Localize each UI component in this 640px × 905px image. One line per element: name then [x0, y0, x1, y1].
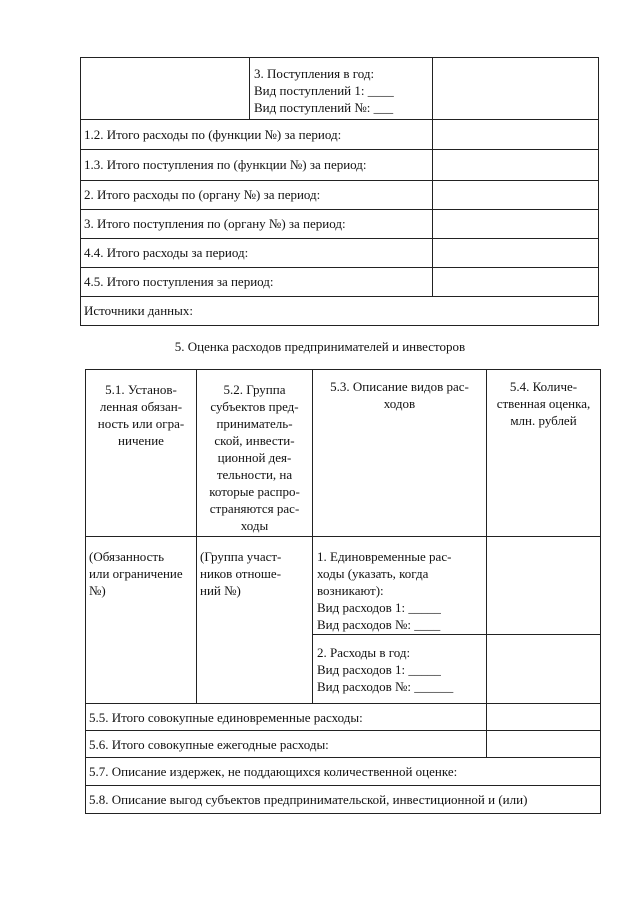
table-1-col-line	[249, 57, 250, 120]
table-2-row-line	[85, 785, 601, 786]
table-1-row-line	[80, 180, 599, 181]
header-5-3-line: 5.3. Описание видов рас-	[330, 379, 469, 394]
total-expenses-function: 1.2. Итого расходы по (функции №) за период:	[84, 127, 342, 142]
total-expenses-period: 4.4. Итого расходы за период:	[84, 245, 249, 260]
total-receipts-authority: 3. Итого поступления по (органу №) за период:	[84, 216, 346, 231]
table-2-row-line	[85, 703, 601, 704]
header-5-2-line: приниматель-	[216, 416, 293, 431]
total-expenses-authority: 2. Итого расходы по (органу №) за период:	[84, 187, 321, 202]
header-5-4-line: млн. рублей	[510, 413, 577, 428]
table-2-col-line	[312, 369, 313, 704]
obligation-cell-line: (Обязанность	[89, 549, 165, 564]
header-5-2-line: страняются рас-	[209, 501, 300, 516]
obligation-cell-line: или ограничение	[89, 566, 183, 581]
header-5-1-line: ленная обязан-	[99, 399, 183, 414]
table-2-row-line	[85, 730, 601, 731]
header-5-2-line: тельности, на	[216, 467, 293, 482]
table-2-border-right	[600, 369, 601, 814]
receipts-type-n: Вид поступлений №: ___	[254, 100, 394, 115]
table-1-border-right	[598, 57, 599, 326]
obligation-cell-line: №)	[89, 583, 106, 598]
table-1-row-line	[80, 296, 599, 297]
header-5-2-line: 5.2. Группа	[223, 382, 286, 397]
non-quantifiable-costs: 5.7. Описание издержек, не поддающихся количественной оценке:	[89, 764, 458, 779]
header-5-2-line: ходы	[240, 518, 269, 533]
header-5-1-line: ничение	[118, 433, 164, 448]
table-1-row-line	[80, 149, 599, 150]
table-2-subrow-line	[312, 634, 601, 635]
total-receipts-function: 1.3. Итого поступления по (функции №) за период:	[84, 157, 367, 172]
table-1-row-line	[80, 119, 599, 120]
one-time-expenses-line: Вид расходов №: ____	[317, 617, 441, 632]
table-1-border-bottom	[80, 325, 599, 326]
annual-expenses-line: 2. Расходы в год:	[317, 645, 411, 660]
header-5-2-line: ской, инвести-	[214, 433, 295, 448]
table-2-row-line	[85, 536, 601, 537]
table-1-border-left	[80, 57, 81, 326]
table-1-row-line	[80, 238, 599, 239]
benefits-description: 5.8. Описание выгод субъектов предпринимательской, инвестиционной и (или)	[89, 792, 528, 807]
section-5-title: 5. Оценка расходов предпринимателей и инвесторов	[174, 339, 466, 354]
header-5-2-line: которые распро-	[209, 484, 300, 499]
header-5-1-line: 5.1. Установ-	[105, 382, 177, 397]
annual-expenses-line: Вид расходов №: ______	[317, 679, 454, 694]
table-1-col-line	[432, 57, 433, 297]
table-1-border-top	[80, 57, 599, 58]
header-5-1-line: ность или огра-	[97, 416, 185, 431]
annual-expenses-line: Вид расходов 1: _____	[317, 662, 441, 677]
table-1-row-line	[80, 267, 599, 268]
header-5-3-line: ходов	[383, 396, 416, 411]
header-5-4-line: 5.4. Количе-	[509, 379, 578, 394]
one-time-expenses-line: 1. Единовременные рас-	[317, 549, 452, 564]
header-5-2-line: ционной дея-	[217, 450, 292, 465]
one-time-expenses-line: возникают):	[317, 583, 384, 598]
one-time-expenses-line: ходы (указать, когда	[317, 566, 429, 581]
group-cell-line: ников отноше-	[200, 566, 282, 581]
one-time-expenses-line: Вид расходов 1: _____	[317, 600, 441, 615]
group-cell-line: (Группа участ-	[200, 549, 282, 564]
table-2-border-bottom	[85, 813, 601, 814]
table-1-row-line	[80, 209, 599, 210]
data-sources: Источники данных:	[84, 303, 193, 318]
table-2-row-line	[85, 757, 601, 758]
header-5-4-line: ственная оценка,	[496, 396, 591, 411]
receipts-type-1: Вид поступлений 1: ____	[254, 83, 394, 98]
table-2-border-top	[85, 369, 601, 370]
receipts-per-year-title: 3. Поступления в год:	[254, 66, 375, 81]
total-receipts-period: 4.5. Итого поступления за период:	[84, 274, 274, 289]
header-5-2-line: субъектов пред-	[210, 399, 299, 414]
total-one-time-expenses: 5.5. Итого совокупные единовременные расходы:	[89, 710, 363, 725]
total-annual-expenses: 5.6. Итого совокупные ежегодные расходы:	[89, 737, 329, 752]
group-cell-line: ний №)	[200, 583, 241, 598]
